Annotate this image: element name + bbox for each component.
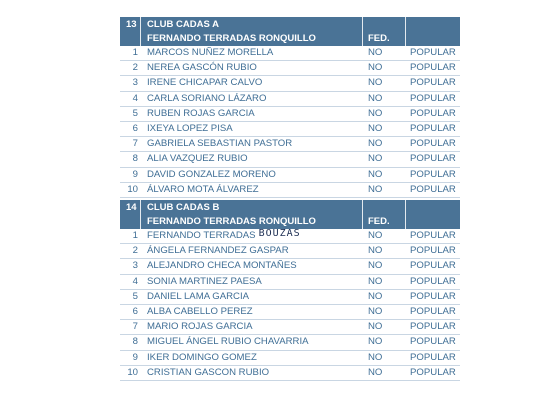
player-row (120, 335, 460, 350)
player-number: 10 (127, 366, 138, 378)
player-category: POPULAR (410, 275, 456, 287)
player-row (120, 122, 460, 137)
player-row (120, 229, 460, 244)
player-row (120, 152, 460, 167)
player-category: POPULAR (410, 230, 456, 241)
player-fed: NO (368, 230, 383, 241)
player-number: 6 (132, 305, 138, 317)
team-header (120, 17, 460, 46)
handwritten-annotation: BOUZAS (258, 228, 301, 239)
player-fed: NO (368, 47, 383, 58)
player-number: 5 (132, 290, 138, 302)
player-category: POPULAR (410, 107, 456, 119)
player-fed: NO (368, 122, 383, 134)
player-fed: NO (368, 336, 383, 348)
player-row (120, 366, 460, 381)
player-number: 10 (127, 183, 138, 195)
player-category: POPULAR (410, 321, 456, 333)
player-fed: NO (368, 107, 383, 119)
player-row (120, 320, 460, 335)
player-category: POPULAR (410, 351, 456, 363)
player-name: MARCOS NUÑEZ MORELLA (147, 47, 274, 58)
player-fed: NO (368, 183, 383, 195)
player-number: 4 (132, 275, 138, 287)
player-name: NEREA GASCÓN RUBIO (147, 62, 257, 74)
player-category: POPULAR (410, 305, 456, 317)
player-fed: NO (368, 290, 383, 302)
player-number: 7 (132, 321, 138, 333)
player-fed: NO (368, 321, 383, 333)
player-row (120, 290, 460, 305)
player-row (120, 259, 460, 274)
player-name: DAVID GONZALEZ MORENO (147, 168, 276, 180)
player-category: POPULAR (410, 366, 456, 378)
player-category: POPULAR (410, 77, 456, 89)
player-row (120, 183, 460, 198)
player-name: ALEJANDRO CHECA MONTAÑES (147, 260, 297, 272)
player-number: 2 (132, 245, 138, 257)
club-name: CLUB CADAS B (147, 202, 220, 213)
player-name: CARLA SORIANO LÁZARO (147, 92, 267, 104)
player-name: MIGUEL ÁNGEL RUBIO CHAVARRIA (147, 336, 309, 348)
player-name: CRISTIAN GASCON RUBIO (147, 366, 270, 378)
player-list (120, 229, 460, 381)
player-number: 7 (132, 138, 138, 150)
player-category: POPULAR (410, 260, 456, 272)
player-number: 8 (132, 336, 138, 348)
fed-column-header: FED. (368, 33, 390, 44)
coach-name: FERNANDO TERRADAS RONQUILLO (147, 216, 316, 227)
player-fed: NO (368, 138, 383, 150)
player-fed: NO (368, 62, 383, 74)
player-name: MARIO ROJAS GARCIA (147, 321, 253, 333)
player-row (120, 168, 460, 183)
player-name: IKER DOMINGO GOMEZ (147, 351, 257, 363)
player-category: POPULAR (410, 47, 456, 58)
player-name: ÁLVARO MOTA ÁLVAREZ (147, 183, 259, 195)
player-fed: NO (368, 305, 383, 317)
player-fed: NO (368, 153, 383, 165)
player-category: POPULAR (410, 245, 456, 257)
player-row (120, 61, 460, 76)
player-row (120, 137, 460, 152)
player-category: POPULAR (410, 62, 456, 74)
player-fed: NO (368, 366, 383, 378)
player-number: 9 (132, 351, 138, 363)
player-name: ÁNGELA FERNANDEZ GASPAR (147, 245, 289, 257)
player-fed: NO (368, 351, 383, 363)
player-name: ALIA VAZQUEZ RUBIO (147, 153, 248, 165)
team-table (120, 200, 460, 381)
player-row (120, 107, 460, 122)
player-row (120, 244, 460, 259)
player-fed: NO (368, 77, 383, 89)
player-name: DANIEL LAMA GARCIA (147, 290, 250, 302)
player-row (120, 305, 460, 320)
player-fed: NO (368, 168, 383, 180)
player-name: IRENE CHICAPAR CALVO (147, 77, 263, 89)
player-name: RUBEN ROJAS GARCIA (147, 107, 255, 119)
player-name: GABRIELA SEBASTIAN PASTOR (147, 138, 293, 150)
player-fed: NO (368, 275, 383, 287)
player-category: POPULAR (410, 336, 456, 348)
club-name: CLUB CADAS A (147, 19, 219, 30)
player-row (120, 351, 460, 366)
player-row (120, 275, 460, 290)
player-category: POPULAR (410, 138, 456, 150)
player-number: 3 (132, 77, 138, 89)
player-number: 1 (132, 47, 138, 58)
player-number: 8 (132, 153, 138, 165)
player-number: 3 (132, 260, 138, 272)
player-name (147, 230, 301, 242)
player-row (120, 76, 460, 91)
player-category: POPULAR (410, 122, 456, 134)
player-number: 6 (132, 122, 138, 134)
fed-column-header: FED. (368, 216, 390, 227)
player-category: POPULAR (410, 290, 456, 302)
player-fed: NO (368, 245, 383, 257)
player-fed: NO (368, 260, 383, 272)
player-number: 5 (132, 107, 138, 119)
player-number: 4 (132, 92, 138, 104)
player-name: SONIA MARTINEZ PAESA (147, 275, 262, 287)
player-category: POPULAR (410, 92, 456, 104)
player-number: 1 (132, 230, 138, 241)
team-header (120, 200, 460, 229)
team-number: 14 (126, 202, 137, 213)
coach-name: FERNANDO TERRADAS RONQUILLO (147, 33, 316, 44)
player-category: POPULAR (410, 168, 456, 180)
player-row (120, 46, 460, 61)
player-category: POPULAR (410, 183, 456, 195)
player-list (120, 46, 460, 198)
player-category: POPULAR (410, 153, 456, 165)
player-number: 9 (132, 168, 138, 180)
player-row (120, 92, 460, 107)
player-fed: NO (368, 92, 383, 104)
player-name: IXEYA LOPEZ PISA (147, 122, 233, 134)
team-number: 13 (126, 19, 137, 30)
player-number: 2 (132, 62, 138, 74)
player-name-printed: FERNANDO TERRADAS (147, 230, 256, 241)
player-name: ALBA CABELLO PEREZ (147, 305, 253, 317)
team-table (120, 17, 460, 198)
